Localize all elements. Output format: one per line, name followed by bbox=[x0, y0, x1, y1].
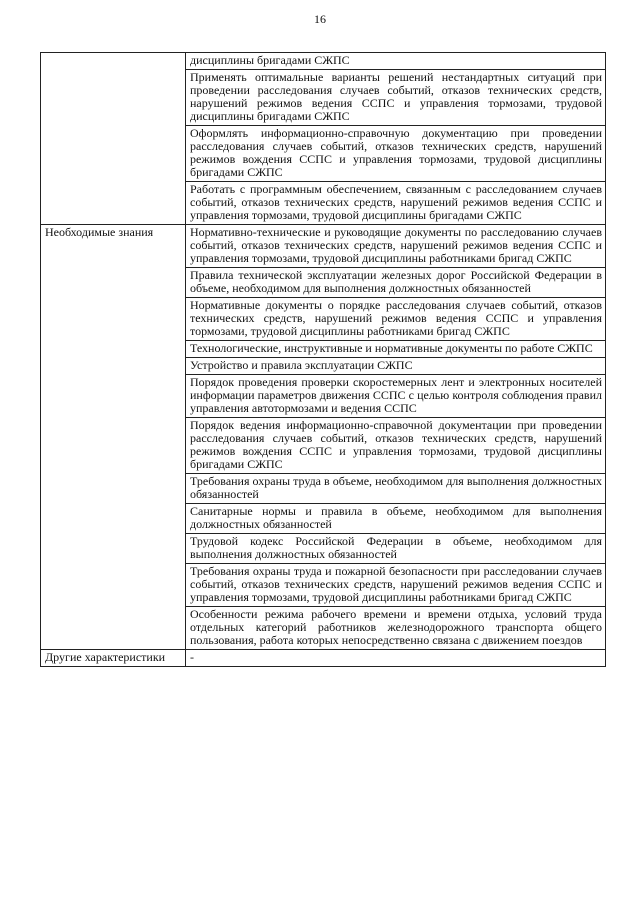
table-cell: дисциплины бригадами СЖПС bbox=[186, 53, 606, 70]
table-cell: Правила технической эксплуатации железных дорог Российской Федерации в объеме, необходимом для выполнения должностных обязанностей bbox=[186, 268, 606, 298]
table-cell: Нормативно-технические и руководящие документы по расследованию случаев событий, отказов технических средств, нарушений режимов ведения ССПС и управления тормозами, трудовой дисциплины работниками бригад СЖПС bbox=[186, 225, 606, 268]
section-label-cell bbox=[41, 53, 186, 225]
table-cell: Оформлять информационно-справочную документацию при проведении расследования случаев событий, отказов технических средств, нарушений режимов вождения ССПС и управления тормозами, трудовой дисциплины бригадами СЖПС bbox=[186, 126, 606, 182]
table-cell: Санитарные нормы и правила в объеме, необходимом для выполнения должностных обязанностей bbox=[186, 504, 606, 534]
table-row bbox=[41, 53, 606, 70]
table-cell: Нормативные документы о порядке расследования случаев событий, отказов технических средств, нарушений режимов ведения ССПС и управления тормозами, трудовой дисциплины работниками бригад СЖПС bbox=[186, 298, 606, 341]
table-cell: Порядок ведения информационно-справочной документации при проведении расследования случаев событий, отказов технических средств, нарушений режимов вождения ССПС и управления тормозами, трудовой дисциплины бригадами СЖПС bbox=[186, 418, 606, 474]
table-cell: Требования охраны труда в объеме, необходимом для выполнения должностных обязанностей bbox=[186, 474, 606, 504]
table-row bbox=[41, 225, 606, 268]
table-cell: Технологические, инструктивные и нормативные документы по работе СЖПС bbox=[186, 341, 606, 358]
table-cell: Работать с программным обеспечением, связанным с расследованием случаев событий, отказов технических средств, нарушений режимов ведения ССПС и управления тормозами, трудовой дисциплины бригадами СЖПС bbox=[186, 182, 606, 225]
table-cell: Особенности режима рабочего времени и времени отдыха, условий труда отдельных категорий работников железнодорожного транспорта общего пользования, работа которых непосредственно связана с движением поездов bbox=[186, 607, 606, 650]
table-cell: Трудовой кодекс Российской Федерации в объеме, необходимом для выполнения должностных обязанностей bbox=[186, 534, 606, 564]
table-cell: - bbox=[186, 650, 606, 667]
qualification-table bbox=[40, 52, 606, 667]
page-number: 16 bbox=[314, 12, 326, 26]
table-cell: Требования охраны труда и пожарной безопасности при расследовании случаев событий, отказов технических средств, нарушений режимов ведения ССПС и управления тормозами, трудовой дисциплины работниками бригад СЖПС bbox=[186, 564, 606, 607]
section-label-knowledge: Необходимые знания bbox=[41, 225, 186, 650]
table-cell: Применять оптимальные варианты решений нестандартных ситуаций при проведении расследования случаев событий, отказов технических средств, нарушений режимов ведения ССПС и управления тормозами, трудовой дисциплины бригадами СЖПС bbox=[186, 70, 606, 126]
table-cell: Устройство и правила эксплуатации СЖПС bbox=[186, 358, 606, 375]
table-row bbox=[41, 650, 606, 667]
section-label-other: Другие характеристики bbox=[41, 650, 186, 667]
table-cell: Порядок проведения проверки скоростемерных лент и электронных носителей информации параметров движения ССПС с целью контроля соблюдения правил управления автотормозами и ведения ССПС bbox=[186, 375, 606, 418]
